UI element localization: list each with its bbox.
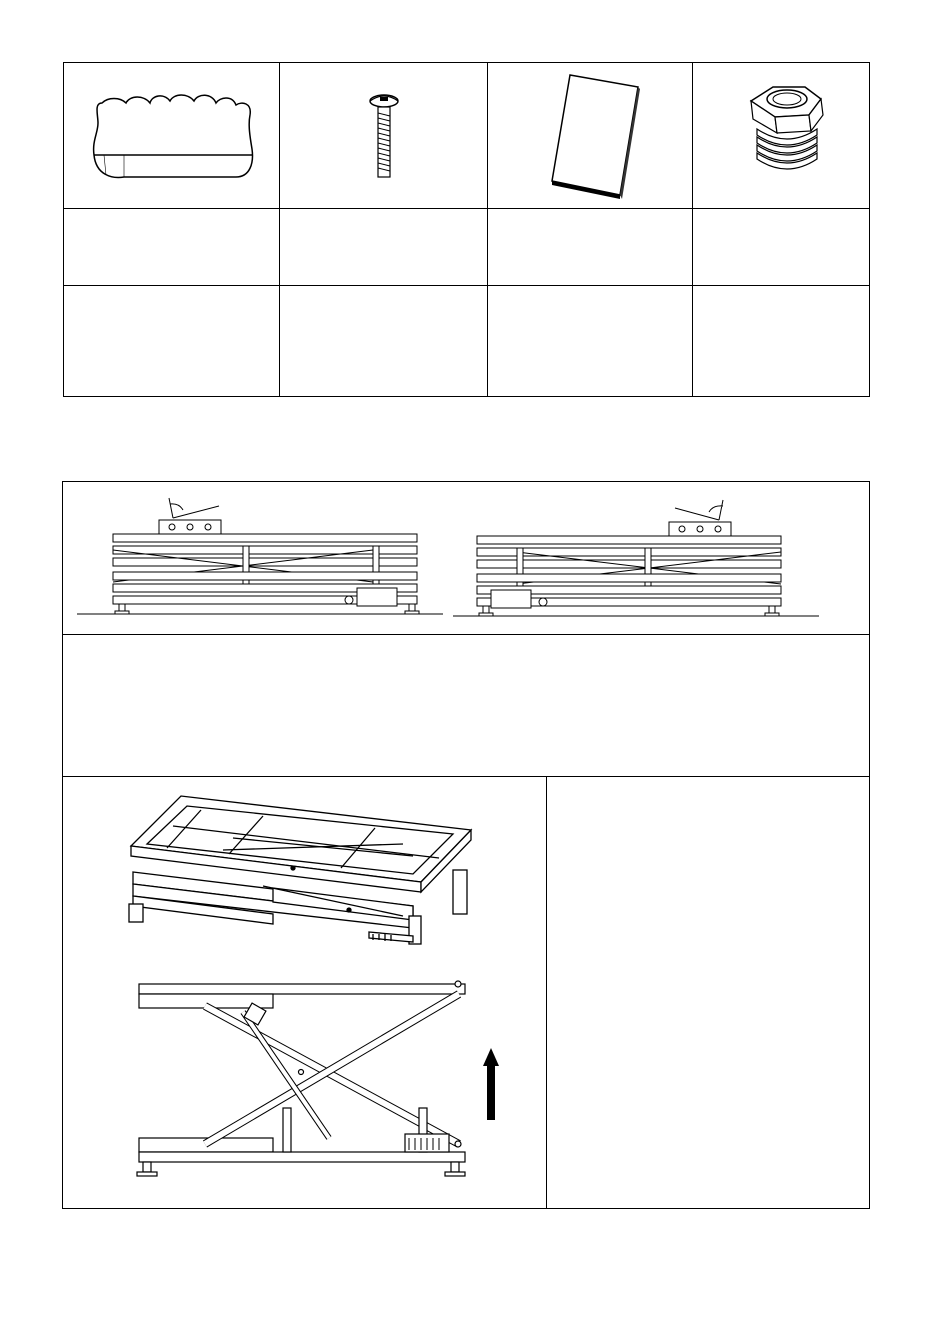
cushion-pad-icon <box>64 63 280 208</box>
panel-divider <box>63 776 869 777</box>
parts-name-row <box>64 209 870 286</box>
screw-bolt-icon <box>280 63 488 208</box>
hex-nut-adapter-icon <box>693 63 870 208</box>
panel-divider <box>546 776 547 1208</box>
arrow-up-icon <box>483 1048 499 1120</box>
panel-divider <box>63 634 869 635</box>
adjustment-angle-left-diagram <box>77 498 443 614</box>
part-cell-manual <box>488 63 693 209</box>
part-quantity-cell <box>488 286 693 397</box>
part-name-cell <box>280 209 488 286</box>
assembly-panel <box>62 481 870 1209</box>
lift-frame-side-view-diagram <box>137 981 499 1176</box>
part-name-cell <box>64 209 280 286</box>
manual-booklet-icon <box>488 63 693 208</box>
parts-table <box>63 62 870 397</box>
parts-quantity-row <box>64 286 870 397</box>
parts-image-row <box>64 63 870 209</box>
part-cell-adapter <box>693 63 870 209</box>
part-cell-screw <box>280 63 488 209</box>
part-name-cell <box>693 209 870 286</box>
adjustment-angle-right-diagram <box>453 500 819 616</box>
lift-frame-figures <box>113 788 533 1192</box>
step-note <box>559 792 855 1192</box>
adjustment-angle-figures <box>73 490 861 630</box>
step-note <box>77 652 857 762</box>
part-quantity-cell <box>693 286 870 397</box>
part-cell-cushion <box>64 63 280 209</box>
lift-frame-perspective-diagram <box>129 796 471 944</box>
part-quantity-cell <box>64 286 280 397</box>
part-name-cell <box>488 209 693 286</box>
part-quantity-cell <box>280 286 488 397</box>
